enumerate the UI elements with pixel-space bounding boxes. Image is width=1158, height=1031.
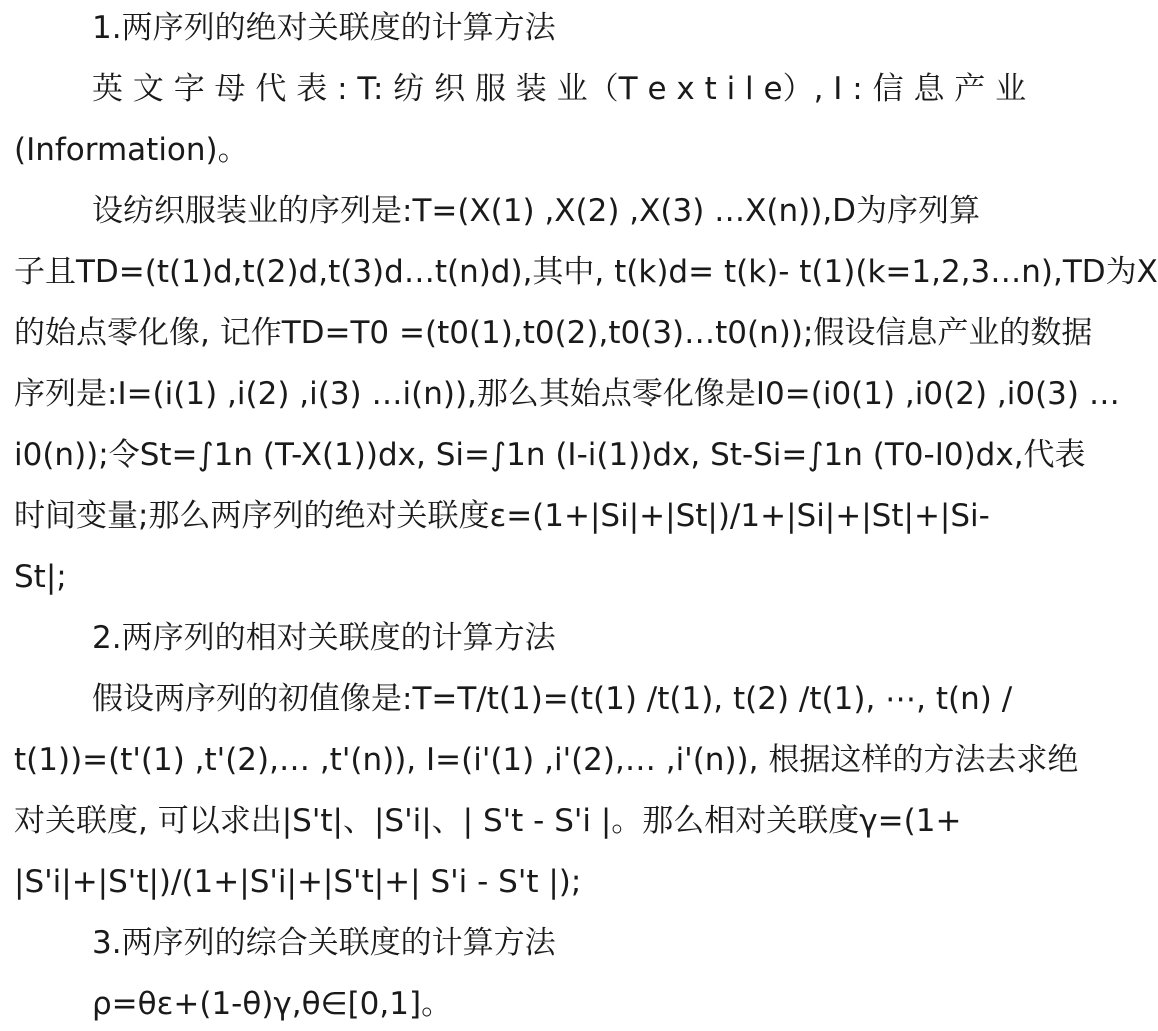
- heading-comprehensive-correlation: 3.两序列的综合关联度的计算方法: [92, 925, 556, 961]
- paragraph-line: 对关联度, 可以求出|S't|、|S'i|、| S't - S'i |。那么相对关联度γ=(1+: [14, 803, 962, 839]
- paragraph-line: 的始点零化像, 记作TD=T0 =(t0(1),t0(2),t0(3)…t0(n));假设信息产业的数据: [14, 315, 1093, 351]
- paragraph-line: 子且TD=(t(1)d,t(2)d,t(3)d…t(n)d),其中, t(k)d= t(k)- t(1)(k=1,2,3…n),TD为X: [14, 254, 1158, 290]
- paragraph-line: (Information)。: [14, 132, 249, 168]
- paragraph-line: 设纺织服装业的序列是:T=(X(1) ,X(2) ,X(3) …X(n)),D为序列算: [92, 193, 981, 229]
- heading-absolute-correlation: 1.两序列的绝对关联度的计算方法: [92, 10, 556, 46]
- paragraph-line: 序列是:I=(i(1) ,i(2) ,i(3) …i(n)),那么其始点零化像是I0=(i0(1) ,i0(2) ,i0(3) …: [14, 376, 1120, 412]
- paragraph-line: t(1))=(t'(1) ,t'(2),… ,t'(n)), I=(i'(1) ,i'(2),… ,i'(n)), 根据这样的方法去求绝: [14, 742, 1079, 778]
- formula-comprehensive: ρ=θε+(1-θ)γ,θ∈[0,1]。: [92, 986, 453, 1022]
- paragraph-line: |S'i|+|S't|)/(1+|S'i|+|S't|+| S'i - S't |);: [14, 864, 582, 900]
- paragraph-line: 假设两序列的初值像是:T=T/t(1)=(t(1) /t(1), t(2) /t(1), ⋯, t(n) /: [92, 681, 1013, 717]
- paragraph-line: 时间变量;那么两序列的绝对关联度ε=(1+|Si|+|St|)/1+|Si|+|St|+|Si-: [14, 498, 990, 534]
- paragraph-line: 英 文 字 母 代 表 : T: 纺 织 服 装 业（T e x t i l e）, I : 信 息 产 业: [92, 71, 1027, 107]
- paragraph-line: i0(n));令St=∫1n (T-X(1))dx, Si=∫1n (I-i(1))dx, St-Si=∫1n (T0-I0)dx,代表: [14, 437, 1086, 473]
- paragraph-line: St|;: [14, 559, 67, 595]
- heading-relative-correlation: 2.两序列的相对关联度的计算方法: [92, 620, 556, 656]
